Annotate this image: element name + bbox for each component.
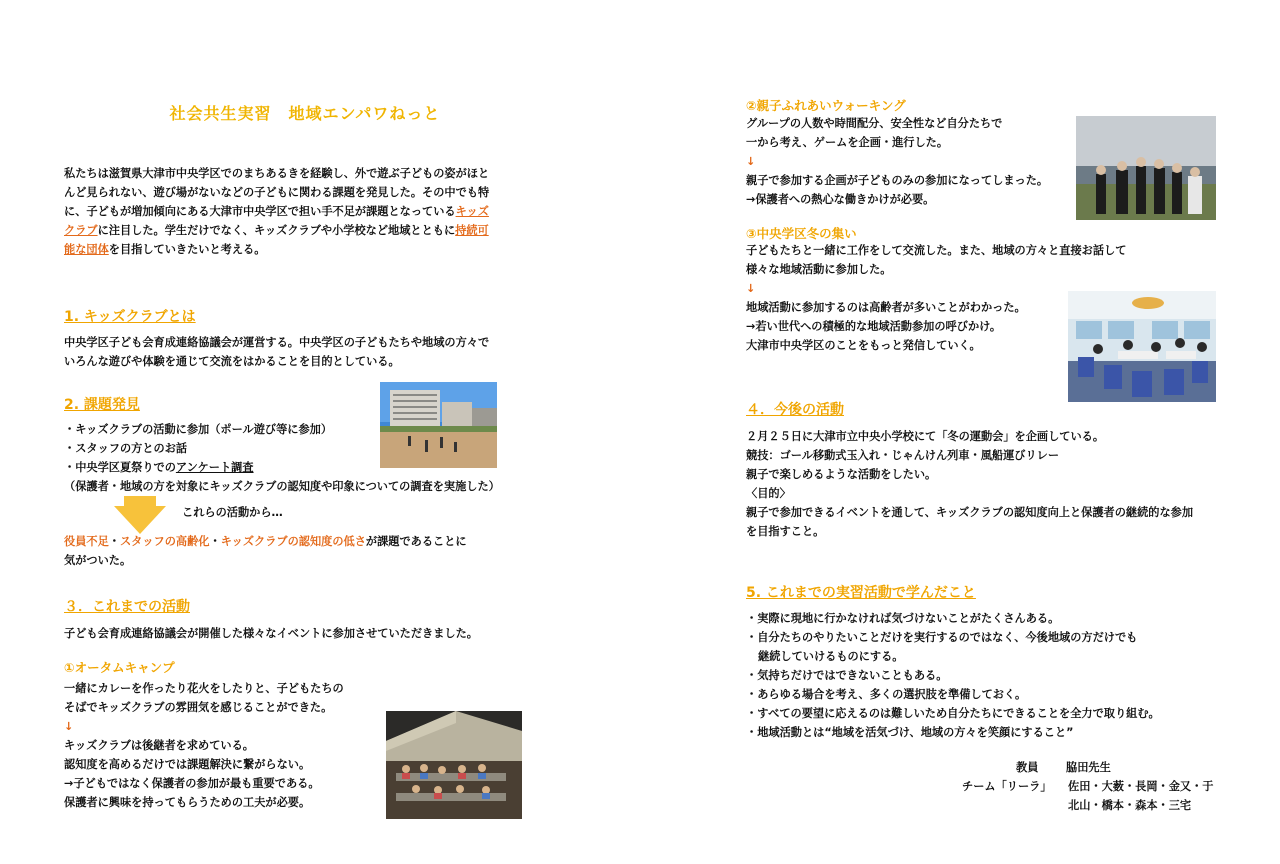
section-5-body: [746, 609, 1160, 742]
autumn-line-2: そばでキッズクラブの雰囲気を感じることができた。: [64, 701, 333, 714]
intro-line-4: に注目した。学生だけでなく、キッズクラブや小学校など地域とともに: [97, 224, 456, 237]
team-label: チーム「リーラ」: [962, 780, 1052, 793]
section-2-heading: 2. 課題発見: [64, 397, 140, 413]
s5-line-7: ・地域活動とは“地域を活気づけ、地域の方々を笑顔にすること”: [746, 726, 1074, 739]
autumn-line-4: キッズクラブは後継者を求めている。: [64, 739, 254, 752]
section-3-heading: ３．これまでの活動: [64, 599, 190, 615]
kids-club-highlight-2: クラブ: [64, 224, 98, 237]
autumn-line-7: 保護者に興味を持ってもらうための工夫が必要。: [64, 796, 311, 809]
winter-line-4: 地域活動に参加するのは高齢者が多いことがわかった。: [746, 301, 1026, 314]
section-3-intro: 子ども会育成連絡協議会が開催した様々なイベントに参加させていただきました。: [64, 627, 478, 640]
autumn-line-5: 認知度を高めるだけでは課題解決に繋がらない。: [64, 758, 311, 771]
s4-line-6: を目指すこと。: [746, 525, 825, 538]
teacher-name: 脇田先生: [1066, 761, 1111, 774]
sustainable-highlight-2: 能な団体: [64, 243, 109, 256]
walking-line-1: グループの人数や時間配分、安全性など自分たちで: [746, 117, 1003, 130]
s1-line-1: 中央学区子ども会育成連絡協議会が運営する。中央学区の子どもたちや地域の方々で: [64, 336, 490, 349]
section-1-heading: 1. キッズクラブとは: [64, 309, 196, 325]
result-sep-1: ・: [108, 535, 120, 548]
s1-line-2: いろんな遊びや体験を通じて交流をはかることを目的としている。: [64, 355, 400, 368]
s2-item-1: ・キッズクラブの活動に参加（ポール遊び等に参加）: [64, 423, 333, 436]
section-4-heading: ４．今後の活動: [746, 402, 844, 418]
intro-line-5: を目指していきたいと考える。: [108, 243, 266, 256]
autumn-arrow: ↓: [64, 720, 74, 733]
result-aging-staff: スタッフの高齢化: [119, 535, 210, 548]
s4-line-2: 競技：ゴール移動式玉入れ・じゃんけん列車・風船運びリレー: [746, 449, 1060, 462]
autumn-camp-photo: [386, 711, 522, 819]
s4-line-3: 親子で楽しめるような活動をしたい。: [746, 468, 937, 481]
sustainable-highlight: 持続可: [455, 224, 489, 237]
walking-body: [746, 114, 1048, 209]
s5-line-3: 継続していけるものにする。: [758, 650, 904, 663]
autumn-camp-body: [64, 679, 344, 812]
winter-line-6: 大津市中央学区のことをもっと発信していく。: [746, 339, 981, 352]
teacher-label: 教員: [1016, 761, 1039, 774]
intro-line-3: に、子どもが増加傾向にある大津市中央学区で担い手不足が課題となっている: [64, 205, 456, 218]
s5-line-1: ・実際に現地に行かなければ気づけないことがたくさんある。: [746, 612, 1060, 625]
intro-line-2: んど見られない、遊び場がないなどの子どもに関わる課題を発見した。その中でも特: [64, 186, 490, 199]
autumn-line-6: →子どもではなく保護者の参加が最も重要である。: [64, 777, 320, 790]
intro-paragraph: [64, 164, 544, 259]
result-low-awareness: キッズクラブの認知度の低さ: [220, 535, 366, 548]
s4-line-4: 〈目的〉: [746, 487, 791, 500]
walking-heading: ②親子ふれあいウォーキング: [746, 98, 906, 113]
walking-photo: [1076, 116, 1216, 220]
walking-arrow: ↓: [746, 155, 756, 168]
section-1-body: [64, 333, 489, 371]
kids-club-highlight: キッズ: [455, 205, 489, 218]
arrow-caption: これらの活動から…: [182, 506, 283, 519]
winter-heading: ③中央学区冬の集い: [746, 226, 857, 241]
section-4-body: [746, 427, 1193, 541]
team-members-1: 佐田・大薮・長岡・金又・于: [1068, 780, 1214, 793]
winter-line-5: →若い世代への積極的な地域活動参加の呼びかけ。: [746, 320, 1002, 333]
page-title: 社会共生実習 地域エンパワねっと: [169, 104, 441, 123]
down-arrow-icon: [114, 496, 166, 534]
s5-line-5: ・あらゆる場合を考え、多くの選択肢を準備しておく。: [746, 688, 1027, 701]
result-line-2: 気がついた。: [64, 554, 132, 567]
autumn-camp-heading: ①オータムキャンプ: [64, 660, 175, 675]
s5-line-2: ・自分たちのやりたいことだけを実行するのではなく、今後地域の方だけでも: [746, 631, 1138, 644]
section-5-heading: 5. これまでの実習活動で学んだこと: [746, 585, 976, 601]
winter-line-1: 子どもたちと一緒に工作をして交流した。また、地域の方々と直接お話して: [746, 244, 1127, 257]
section-2-result: [64, 532, 467, 570]
result-tail: が課題であることに: [365, 535, 467, 548]
walking-line-5: →保護者への熱心な働きかけが必要。: [746, 193, 935, 206]
walking-line-2: 一から考え、ゲームを企画・進行した。: [746, 136, 949, 149]
s2-item-3: ・中央学区夏祭りでの: [64, 461, 176, 474]
intro-line-1: 私たちは滋賀県大津市中央学区でのまちあるきを経験し、外で遊ぶ子どもの姿がほと: [64, 167, 490, 180]
s2-item-2: ・スタッフの方とのお話: [64, 442, 188, 455]
walking-line-4: 親子で参加する企画が子どものみの参加になってしまった。: [746, 174, 1049, 187]
s4-line-5: 親子で参加できるイベントを通して、キッズクラブの認知度向上と保護者の継続的な参加: [746, 506, 1194, 519]
survey-underline: アンケート調査: [175, 461, 254, 474]
s5-line-4: ・気持ちだけではできないこともある。: [746, 669, 948, 682]
playground-photo: [380, 382, 497, 468]
winter-gathering-photo: [1068, 291, 1216, 402]
s5-line-6: ・すべての要望に応えるのは難しいため自分たちにできることを全力で取り組む。: [746, 707, 1160, 720]
s2-item-4: （保護者・地域の方を対象にキッズクラブの認知度や印象についての調査を実施した）: [64, 480, 500, 493]
result-sep-2: ・: [209, 535, 221, 548]
s4-line-1: ２月２５日に大津市立中央小学校にて「冬の運動会」を企画している。: [746, 430, 1105, 443]
autumn-line-1: 一緒にカレーを作ったり花火をしたりと、子どもたちの: [64, 682, 344, 695]
team-members-2: 北山・橋本・森本・三宅: [1068, 799, 1192, 812]
result-officer-shortage: 役員不足: [64, 535, 109, 548]
winter-arrow: ↓: [746, 282, 756, 295]
winter-line-2: 様々な地域活動に参加した。: [746, 263, 892, 276]
